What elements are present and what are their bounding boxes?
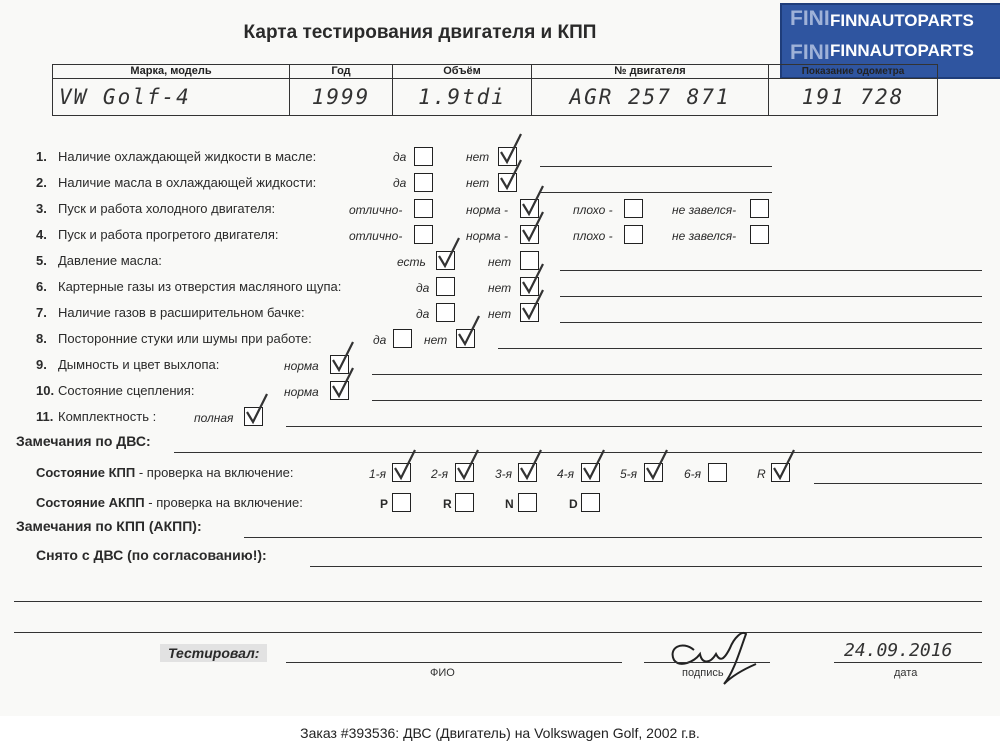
col-year: Год <box>290 65 393 79</box>
q4-option-normal: норма - <box>466 229 509 243</box>
question-10: 10. Состояние сцепления: <box>36 383 195 398</box>
checkmark-icon <box>769 448 797 482</box>
value-year: 1999 <box>290 79 393 116</box>
checkmark-icon <box>434 236 462 270</box>
signature-icon <box>660 624 770 690</box>
logo-text-bottom: FINNAUTOPARTS <box>830 41 974 60</box>
q7-option-no: нет <box>488 307 512 321</box>
auto-n-checkbox[interactable] <box>518 493 537 512</box>
question-11: 11. Комплектность : <box>36 409 157 424</box>
q3-no-start-checkbox[interactable] <box>750 199 769 218</box>
gear-6-label: 6-я <box>684 467 702 481</box>
auto-p-label: P <box>380 497 389 511</box>
q1-notes-line <box>540 166 772 167</box>
q3-option-normal: норма - <box>466 203 509 217</box>
gearbox-remarks-line <box>244 537 982 538</box>
q3-option-no-start: не завелся- <box>672 203 737 217</box>
q1-yes-checkbox[interactable] <box>414 147 433 166</box>
q10-notes-line <box>372 400 982 401</box>
q4-excellent-checkbox[interactable] <box>414 225 433 244</box>
gear-6-checkbox[interactable] <box>708 463 727 482</box>
q6-notes-line <box>560 296 982 297</box>
q1-option-yes: да <box>393 150 407 164</box>
gear-5-checkbox[interactable] <box>644 463 663 482</box>
question-1: 1. Наличие охлаждающей жидкости в масле: <box>36 149 317 164</box>
q6-yes-checkbox[interactable] <box>436 277 455 296</box>
q3-excellent-checkbox[interactable] <box>414 199 433 218</box>
col-make-model: Марка, модель <box>53 65 290 79</box>
q2-yes-checkbox[interactable] <box>414 173 433 192</box>
auto-d-checkbox[interactable] <box>581 493 600 512</box>
auto-p-checkbox[interactable] <box>392 493 411 512</box>
checkmark-icon <box>328 366 356 400</box>
q7-option-yes: да <box>416 307 430 321</box>
question-6: 6. Картерные газы из отверстия масляного щупа: <box>36 279 342 294</box>
q4-no-start-checkbox[interactable] <box>750 225 769 244</box>
q2-no-checkbox[interactable] <box>498 173 517 192</box>
q7-no-checkbox[interactable] <box>520 303 539 322</box>
gear-r-checkbox[interactable] <box>771 463 790 482</box>
q2-option-no: нет <box>466 176 490 190</box>
logo-text-behind-2: FINI <box>790 41 830 64</box>
logo-text-top: FINNAUTOPARTS <box>830 11 974 30</box>
date-label: дата <box>894 667 918 679</box>
q6-option-no: нет <box>488 281 512 295</box>
order-caption: Заказ #393536: ДВС (Двигатель) на Volkswagen Golf, 2002 г.в. <box>0 716 1000 750</box>
gearbox-notes-line <box>814 483 982 484</box>
q8-yes-checkbox[interactable] <box>393 329 412 348</box>
q8-option-yes: да <box>373 333 387 347</box>
fio-line <box>286 662 622 663</box>
q8-option-no: нет <box>424 333 448 347</box>
q3-bad-checkbox[interactable] <box>624 199 643 218</box>
question-4: 4. Пуск и работа прогретого двигателя: <box>36 227 279 242</box>
q4-option-excellent: отлично- <box>349 229 403 243</box>
value-volume: 1.9tdi <box>393 79 532 116</box>
auto-d-label: D <box>569 497 578 511</box>
question-7: 7. Наличие газов в расширительном бачке: <box>36 305 305 320</box>
checkmark-icon <box>518 288 546 322</box>
auto-r-label: R <box>443 497 452 511</box>
question-3: 3. Пуск и работа холодного двигателя: <box>36 201 276 216</box>
col-odometer: Показание одометра <box>769 65 938 79</box>
q4-normal-checkbox[interactable] <box>520 225 539 244</box>
q4-bad-checkbox[interactable] <box>624 225 643 244</box>
q5-option-present: есть <box>397 255 426 269</box>
q5-option-absent: нет <box>488 255 512 269</box>
q9-notes-line <box>372 374 982 375</box>
value-make-model: VW Golf-4 <box>53 79 290 116</box>
gear-4-label: 4-я <box>557 467 575 481</box>
q2-option-yes: да <box>393 176 407 190</box>
q11-option-full: полная <box>194 411 234 425</box>
q7-yes-checkbox[interactable] <box>436 303 455 322</box>
date-value: 24.09.2016 <box>844 640 953 661</box>
value-engine-number: AGR 257 871 <box>532 79 769 116</box>
checkmark-icon <box>453 448 481 482</box>
q1-option-no: нет <box>466 150 490 164</box>
question-9: 9. Дымность и цвет выхлопа: <box>36 357 220 372</box>
auto-r-checkbox[interactable] <box>455 493 474 512</box>
value-odometer: 191 728 <box>769 79 938 116</box>
gearbox-remarks-label: Замечания по КПП (АКПП): <box>16 518 202 534</box>
checkmark-icon <box>390 448 418 482</box>
gear-4-checkbox[interactable] <box>581 463 600 482</box>
q3-option-excellent: отлично- <box>349 203 403 217</box>
q11-notes-line <box>286 426 982 427</box>
checkmark-icon <box>579 448 607 482</box>
removed-line-1 <box>310 566 982 567</box>
checkmark-icon <box>454 314 482 348</box>
tested-by-label: Тестировал: <box>160 644 267 662</box>
gearbox-check-label: Состояние КПП - проверка на включение: <box>36 465 294 480</box>
q4-option-bad: плохо - <box>573 229 613 243</box>
signature-label: подпись <box>682 667 724 679</box>
q5-notes-line <box>560 270 982 271</box>
gear-r-label: R <box>757 467 766 481</box>
q8-no-checkbox[interactable] <box>456 329 475 348</box>
question-5: 5. Давление масла: <box>36 253 162 268</box>
q8-notes-line <box>498 348 982 349</box>
q9-option-normal: норма <box>284 359 319 373</box>
q10-normal-checkbox[interactable] <box>330 381 349 400</box>
signature-line <box>644 662 770 663</box>
engine-remarks-line <box>174 452 982 453</box>
logo-text-behind: FINI <box>790 7 830 30</box>
q3-option-bad: плохо - <box>573 203 613 217</box>
q6-option-yes: да <box>416 281 430 295</box>
q11-full-checkbox[interactable] <box>244 407 263 426</box>
engine-remarks-label: Замечания по ДВС: <box>16 433 151 449</box>
checkmark-icon <box>642 448 670 482</box>
date-line <box>834 662 982 663</box>
page-title: Карта тестирования двигателя и КПП <box>243 22 597 43</box>
removed-line-2 <box>14 601 982 602</box>
gear-1-label: 1-я <box>369 467 387 481</box>
gear-5-label: 5-я <box>620 467 638 481</box>
q5-present-checkbox[interactable] <box>436 251 455 270</box>
gear-1-checkbox[interactable] <box>392 463 411 482</box>
gear-3-checkbox[interactable] <box>518 463 537 482</box>
q2-notes-line <box>540 192 772 193</box>
col-engine-number: № двигателя <box>532 65 769 79</box>
gear-2-label: 2-я <box>431 467 449 481</box>
question-8: 8. Посторонние стуки или шумы при работе: <box>36 331 312 346</box>
fio-label: ФИО <box>430 667 455 679</box>
vehicle-info-table <box>52 64 938 116</box>
removed-from-engine-label: Снято с ДВС (по согласованию!): <box>36 547 267 563</box>
auto-gearbox-check-label: Состояние АКПП - проверка на включение: <box>36 495 303 510</box>
q4-option-no-start: не завелся- <box>672 229 737 243</box>
q10-option-normal: норма <box>284 385 319 399</box>
removed-line-3 <box>14 632 982 633</box>
auto-n-label: N <box>505 497 514 511</box>
checkmark-icon <box>518 210 546 244</box>
checkmark-icon <box>242 392 270 426</box>
gear-2-checkbox[interactable] <box>455 463 474 482</box>
checkmark-icon <box>516 448 544 482</box>
question-2: 2. Наличие масла в охлаждающей жидкости: <box>36 175 317 190</box>
col-volume: Объём <box>393 65 532 79</box>
gear-3-label: 3-я <box>495 467 513 481</box>
q7-notes-line <box>560 322 982 323</box>
